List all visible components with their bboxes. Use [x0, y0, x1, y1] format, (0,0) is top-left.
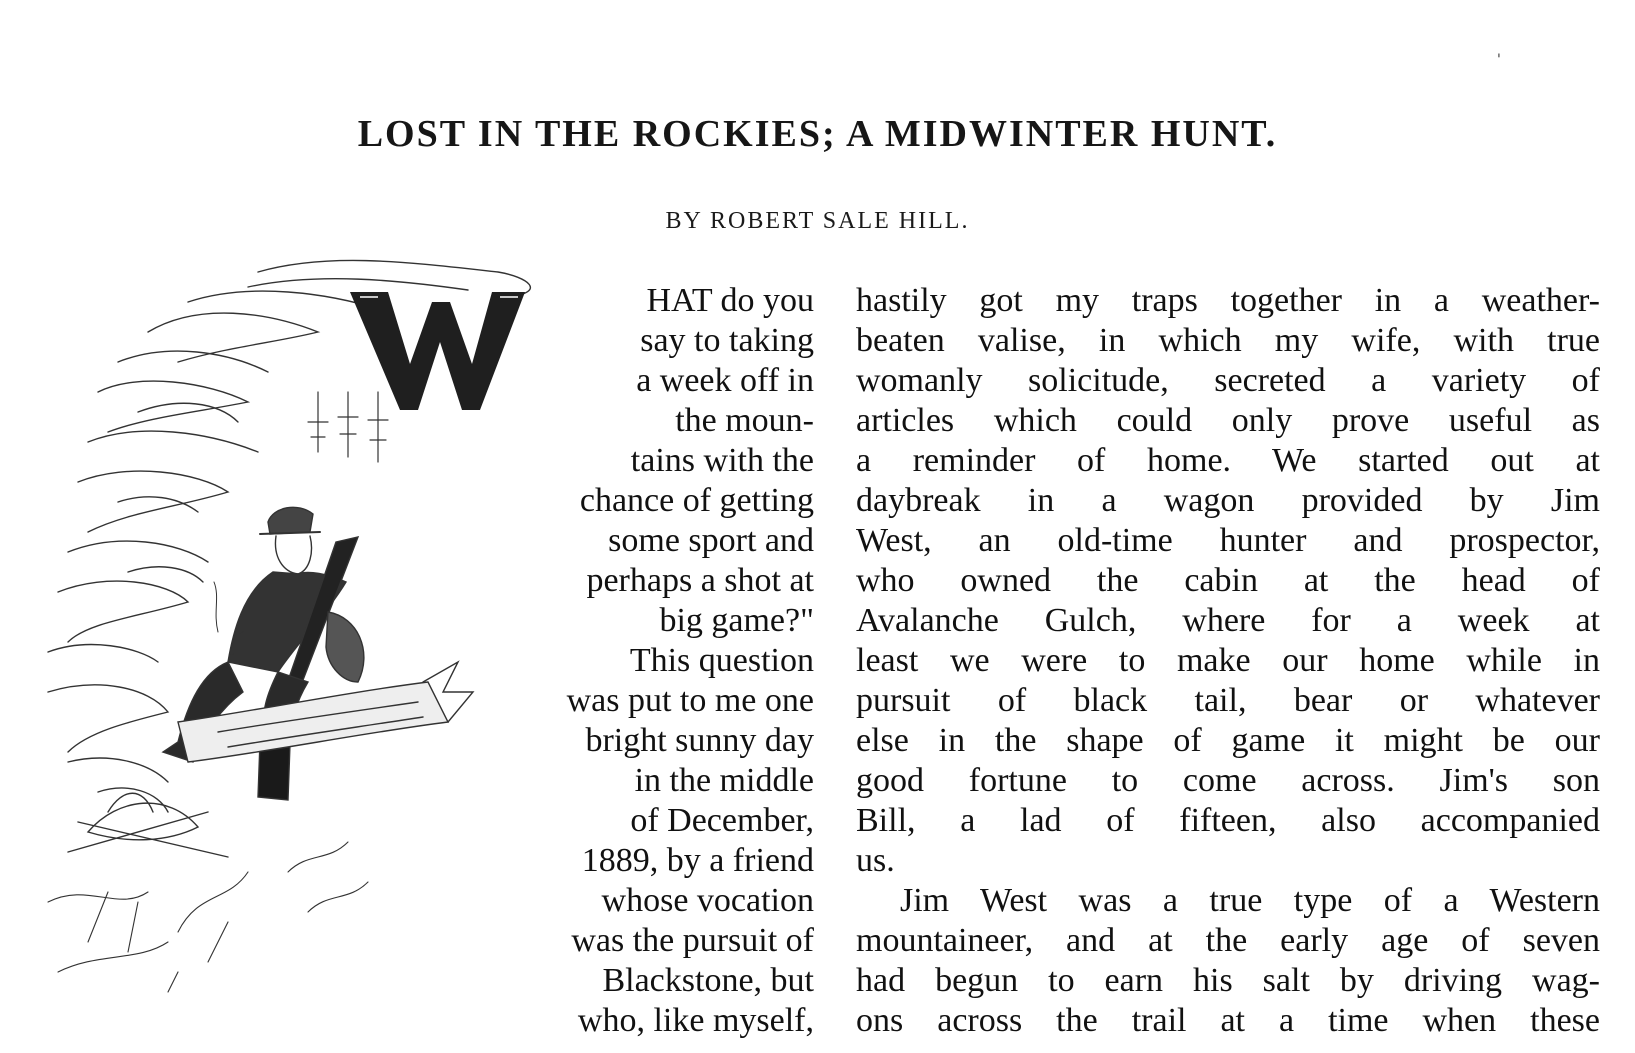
text-line: was put to me one — [566, 682, 814, 719]
text-line: chance of getting — [579, 482, 814, 519]
text-line: the moun- — [675, 402, 814, 439]
article-title: LOST IN THE ROCKIES; A MIDWINTER HUNT. — [357, 113, 1278, 155]
text-line: West, an old-time hunter and prospector, — [856, 522, 1600, 559]
text-line: a week off in — [636, 362, 814, 399]
text-line: who owned the cabin at the head of — [856, 562, 1600, 599]
text-line: in the middle — [634, 762, 814, 799]
ground-brush — [48, 842, 368, 992]
text-line: beaten valise, in which my wife, with true — [856, 322, 1600, 359]
left-column-text — [500, 281, 814, 1041]
text-line: who, like myself, — [577, 1002, 814, 1039]
stray-print-mark: ' — [1497, 52, 1501, 68]
text-line: pursuit of black tail, bear or whatever — [856, 682, 1600, 719]
text-line: 1889, by a friend — [581, 842, 814, 879]
text-line: Blackstone, but — [602, 962, 814, 999]
text-line: mountaineer, and at the early age of seven — [856, 922, 1600, 959]
text-line: HAT do you — [646, 282, 814, 319]
text-line: whose vocation — [601, 882, 814, 919]
text-line: a reminder of home. We started out at — [856, 442, 1600, 479]
text-line: ons across the trail at a time when these — [856, 1002, 1600, 1039]
text-line: Jim West was a true type of a Western — [900, 882, 1600, 919]
text-line: Bill, a lad of fifteen, also accompanied — [856, 802, 1600, 839]
text-line: tains with the — [630, 442, 814, 479]
text-line: good fortune to come across. Jim's son — [856, 762, 1600, 799]
text-line: articles which could only prove useful as — [856, 402, 1600, 439]
campfire — [68, 793, 228, 857]
text-line: big game?" — [659, 602, 814, 639]
text-line: womanly solicitude, secreted a variety of — [856, 362, 1600, 399]
text-line: else in the shape of game it might be our — [856, 722, 1600, 759]
text-line: This question — [629, 642, 814, 679]
text-line: of December, — [630, 802, 814, 839]
text-line: bright sunny day — [585, 722, 814, 759]
right-column-text — [856, 281, 1600, 1041]
text-line: was the pursuit of — [571, 922, 814, 959]
text-line: least we were to make our home while in — [856, 642, 1600, 679]
text-line: perhaps a shot at — [586, 562, 814, 599]
article-byline: BY ROBERT SALE HILL. — [665, 208, 970, 234]
text-line: had begun to earn his salt by driving wag- — [856, 962, 1600, 999]
text-line: Avalanche Gulch, where for a week at — [856, 602, 1600, 639]
text-line: some sport and — [608, 522, 814, 559]
text-line: say to taking — [640, 322, 814, 359]
text-line: us. — [856, 842, 895, 879]
text-line: daybreak in a wagon provided by Jim — [856, 482, 1600, 519]
text-line: hastily got my traps together in a weather- — [856, 282, 1600, 319]
